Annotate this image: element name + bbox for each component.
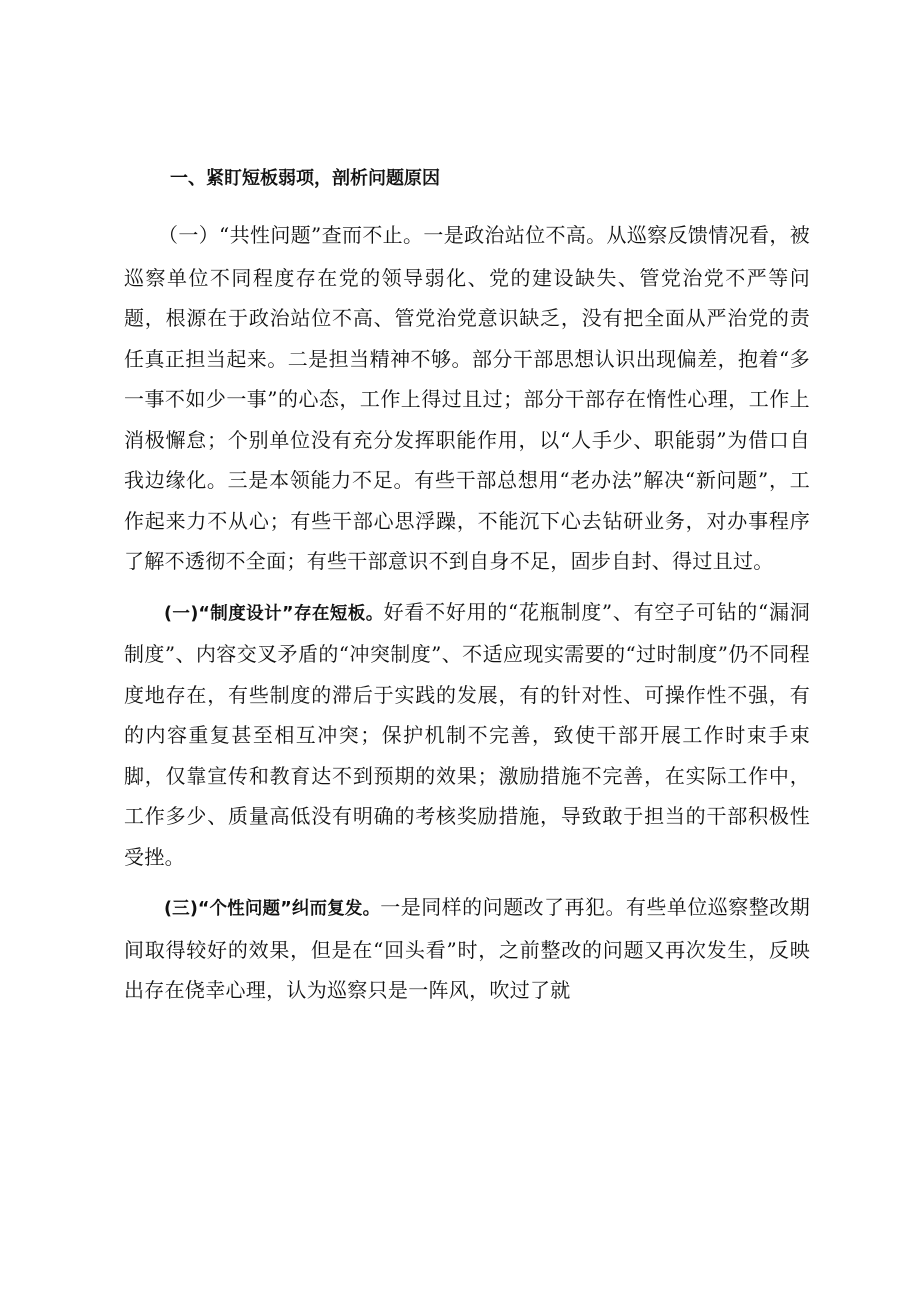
paragraph-common-issues — [124, 215, 810, 582]
paragraph-lead: (三)“个性问题”纠而复发。 — [164, 899, 381, 919]
paragraph-system-design — [124, 592, 810, 878]
paragraph-text: 一是同样的问题改了再犯。有些单位巡察整改期间取得较好的效果，但是在“回头看”时，之前整改的问题又再次发生，反映出存在侥幸心理，认为巡察只是一阵风，吹过了就 — [124, 895, 810, 1002]
section-heading: 一、紧盯短板弱项，剖析问题原因 — [170, 168, 440, 189]
document-body — [124, 163, 810, 1021]
paragraph-text: 好看不好用的“花瓶制度”、有空子可钻的“漏洞制度”、内容交叉矛盾的“冲突制度”、不适应现实需要的“过时制度”仍不同程度地存在，有些制度的滞后于实践的发展，有的针对性、可操作性不强，有的内容重复甚至相互冲突；保护机制不完善，致使干部开展工作时束手束脚，仅靠宣传和教育达不到预期的效果；激励措施不完善，在实际工作中，工作多少、质量高低没有明确的考核奖励措施，导致敢于担当的干部积极性受挫。 — [124, 599, 811, 869]
paragraph-individual-issues — [124, 887, 810, 1011]
paragraph-text: （一）“共性问题”查而不止。一是政治站位不高。从巡察反馈情况看，被巡察单位不同程度存在党的领导弱化、党的建设缺失、管党治党不严等问题，根源在于政治站位不高、管党治党意识缺乏，没有把全面从严治党的责任真正担当起来。二是担当精神不够。部分干部思想认识出现偏差，抱着“多一事不如少一事”的心态，工作上得过且过；部分干部存在惰性心理，工作上消极懈怠；个别单位没有充分发挥职能作用，以“人手少、职能弱”为借口自我边缘化。三是本领能力不足。有些干部总想用“老办法”解决“新问题”，工作起来力不从心；有些干部心思浮躁，不能沉下心去钻研业务，对办事程序了解不透彻不全面；有些干部意识不到自身不足，固步自封、得过且过。 — [124, 223, 810, 573]
paragraph-lead: (一)“制度设计”存在短板。 — [164, 603, 384, 624]
